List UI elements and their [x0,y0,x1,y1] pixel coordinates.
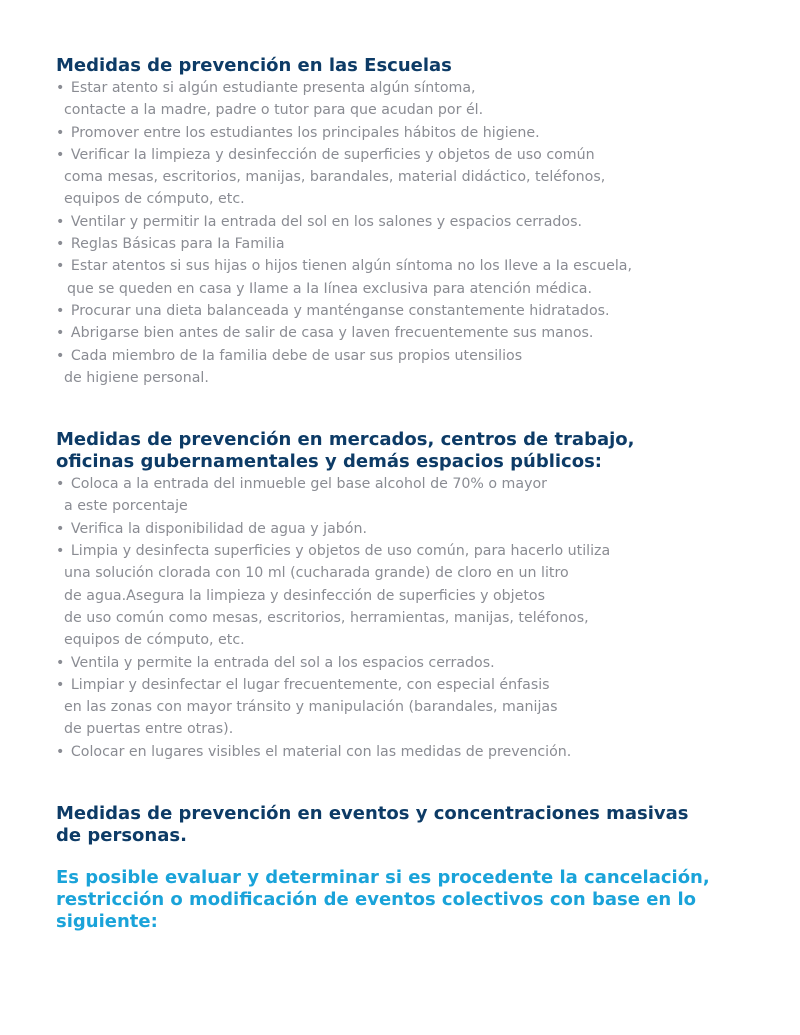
section-espacios-publicos-title: Medidas de prevención en mercados, centros de trabajo, oficinas gubernamentales y demás espacios públicos: [56,429,635,473]
list-item: • Verifica la disponibilidad de agua y jabón. [56,520,367,537]
list-item: • Verificar Ia limpieza y desinfección de superficies y objetos de uso común coma mesas, escritorios, manijas, barandales, material didáctico, teléfonos, equipos de cómputo, etc. [56,146,606,208]
list-item: • Reglas Básicas para Ia Familia [56,236,285,253]
list-item: • Coloca a la entrada del inmueble gel base alcohol de 70% o mayor a este porcentaje [56,476,547,515]
section-escuelas-list [56,77,756,389]
list-item: • Estar atento si algún estudiante presenta algún síntoma, contacte a la madre, padre o tutor para que acudan por él. [56,80,484,119]
list-item: • Estar atentos si sus hijas o hijos tienen algún síntoma no los Ileve a Ia escuela, que se queden en casa y Ilame a Ia Iínea exclusiva para atención médica. [56,258,632,297]
section-escuelas-title: Medidas de prevención en las Escuelas [56,55,452,76]
section-espacios-publicos-list [56,473,756,763]
list-item: • Limpiar y desinfectar el lugar frecuentemente, con especial énfasis en las zonas con mayor tránsito y manipulación (barandales, manijas de puertas entre otras). [56,676,558,738]
list-item: • Procurar una dieta balanceada y manténganse constantemente hidratados. [56,302,610,319]
section-eventos-masivos-title: Medidas de prevención en eventos y concentraciones masivas de personas. [56,803,689,847]
list-item: • Colocar en lugares visibles el material con las medidas de prevención. [56,743,572,760]
section-espacios-publicos [56,429,756,763]
list-item: • Ventila y permite la entrada del sol a los espacios cerrados. [56,654,495,671]
list-item: • Limpia y desinfecta superficies y objetos de uso común, para hacerlo utiliza una solución clorada con 10 ml (cucharada grande) de cloro en un litro de agua.Asegura la limpieza y desinfección de superficies y objetos de uso común como mesas, escritorios, herramientas, manijas, teléfonos, equipos de cómputo, etc. [56,543,611,649]
list-item: • Promover entre los estudiantes los principales hábitos de higiene. [56,124,540,141]
list-item: • Abrigarse bien antes de salir de casa y laven frecuentemente sus manos. [56,325,594,342]
section-escuelas [56,55,756,389]
list-item: • Cada miembro de Ia familia debe de usar sus propios utensilios de higiene personal. [56,347,523,386]
document-page [56,55,756,951]
section-eventos-masivos-note: Es posible evaluar y determinar si es procedente la cancelación, restricción o modificación de eventos colectivos con base en lo siguiente: [56,867,710,933]
list-item: • Ventilar y permitir Ia entrada del sol en los salones y espacios cerrados. [56,213,583,230]
section-eventos-masivos [56,803,756,933]
